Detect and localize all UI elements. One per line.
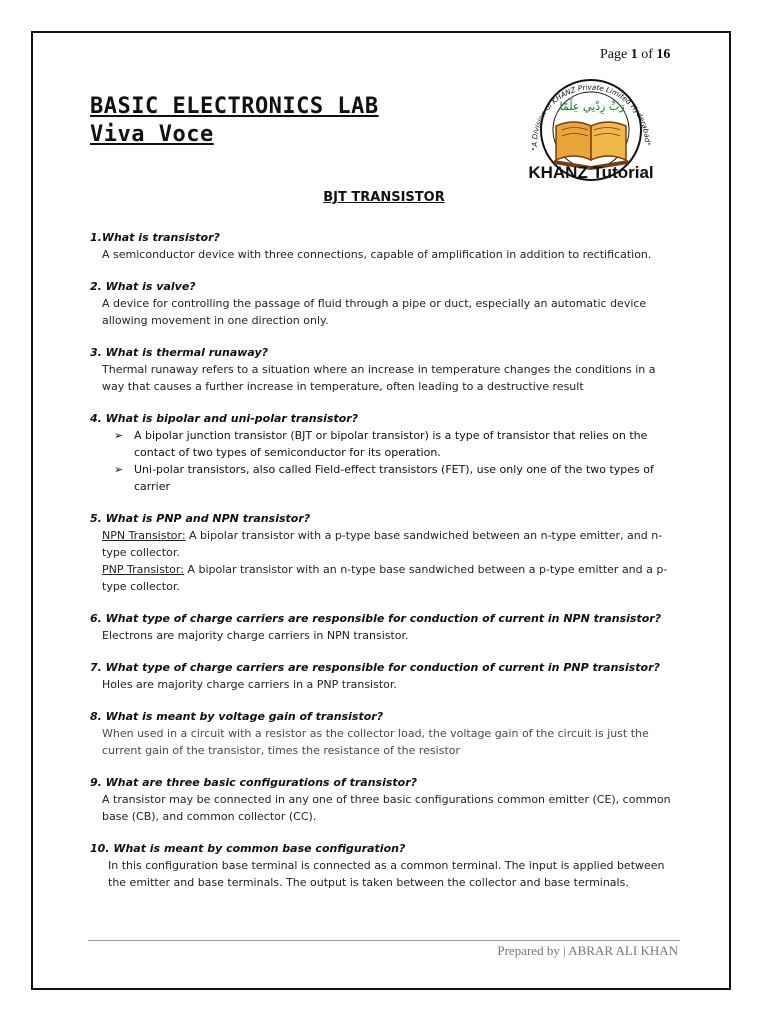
answer: When used in a circuit with a resistor as the collector load, the voltage gain of the circuit is just the current gain of the transistor, times the resistance of the resistor	[102, 727, 649, 757]
answer: Thermal runaway refers to a situation where an increase in temperature changes the conditions in a way that causes a further increase in temperature, often leading to a destructive result	[102, 363, 656, 393]
title-line-1: BASIC ELECTRONICS LAB	[90, 94, 379, 119]
qa-item	[90, 344, 680, 395]
answer-npn	[102, 527, 680, 561]
pnp-term: PNP Transistor:	[102, 563, 184, 576]
section-title: BJT TRANSISTOR	[323, 190, 445, 205]
logo-ring-text: "A Division of KHANZ Private Limited Hyderabad"	[529, 82, 653, 151]
question: 6. What type of charge carriers are responsible for conduction of current in NPN transistor?	[90, 612, 662, 625]
footer-divider	[88, 940, 680, 941]
question: 9. What are three basic configurations of transistor?	[90, 776, 418, 789]
arrow-bullet-icon: ➢	[114, 463, 124, 476]
answer-bullets	[90, 427, 680, 495]
bullet-item	[114, 427, 680, 461]
qa-item	[90, 229, 680, 263]
answer: A transistor may be connected in any one of three basic configurations common emitter (CE), common base (CB), and common collector (CC).	[102, 793, 671, 823]
question: 3. What is thermal runaway?	[90, 346, 269, 359]
title-line-2: Viva Voce	[90, 122, 214, 147]
logo-caption: KHANZ Tutorial	[528, 163, 654, 182]
question: 4. What is bipolar and uni-polar transistor?	[90, 412, 359, 425]
qa-item	[90, 510, 680, 595]
qa-item	[90, 610, 680, 644]
answer: A device for controlling the passage of fluid through a pipe or duct, especially an automatic device allowing movement in one direction only.	[102, 297, 647, 327]
question: 1.What is transistor?	[90, 231, 220, 244]
arrow-bullet-icon: ➢	[114, 429, 124, 442]
footer-credit: Prepared by | ABRAR ALI KHAN	[497, 943, 678, 958]
answer: A semiconductor device with three connections, capable of amplification in addition to rectification.	[102, 248, 652, 261]
bullet-text: A bipolar junction transistor (BJT or bipolar transistor) is a type of transistor that relies on the contact of two types of semiconductor for its operation.	[134, 429, 648, 459]
pnp-text: A bipolar transistor with an n-type base sandwiched between a p-type emitter and a p-type collector.	[102, 563, 668, 593]
qa-item	[90, 410, 680, 495]
logo-arabic-text: رَبِّ زِدْنِي عِلْمًا	[559, 100, 625, 113]
question: 8. What is meant by voltage gain of transistor?	[90, 710, 384, 723]
qa-item	[90, 278, 680, 329]
answer-pnp	[102, 561, 680, 595]
npn-term: NPN Transistor:	[102, 529, 186, 542]
page-number: Page 1 of 16	[600, 47, 671, 62]
qa-list	[90, 229, 680, 906]
qa-item	[90, 708, 680, 759]
document-title	[90, 93, 379, 149]
npn-text: A bipolar transistor with a p-type base sandwiched between an n-type emitter, and n-type collector.	[102, 529, 663, 559]
qa-item	[90, 774, 680, 825]
qa-item	[90, 840, 680, 891]
answer: Holes are majority charge carriers in a PNP transistor.	[102, 678, 397, 691]
answer: Electrons are majority charge carriers in NPN transistor.	[102, 629, 409, 642]
bullet-text: Uni-polar transistors, also called Field-effect transistors (FET), use only one of the two types of carrier	[134, 463, 654, 493]
bullet-item	[114, 461, 680, 495]
question: 2. What is valve?	[90, 280, 196, 293]
question: 5. What is PNP and NPN transistor?	[90, 512, 311, 525]
qa-item	[90, 659, 680, 693]
answer: In this configuration base terminal is connected as a common terminal. The input is applied between the emitter and base terminals. The output is taken between the collector and base terminals.	[108, 859, 665, 889]
question: 7. What type of charge carriers are responsible for conduction of current in PNP transistor?	[90, 661, 660, 674]
question: 10. What is meant by common base configuration?	[90, 842, 406, 855]
